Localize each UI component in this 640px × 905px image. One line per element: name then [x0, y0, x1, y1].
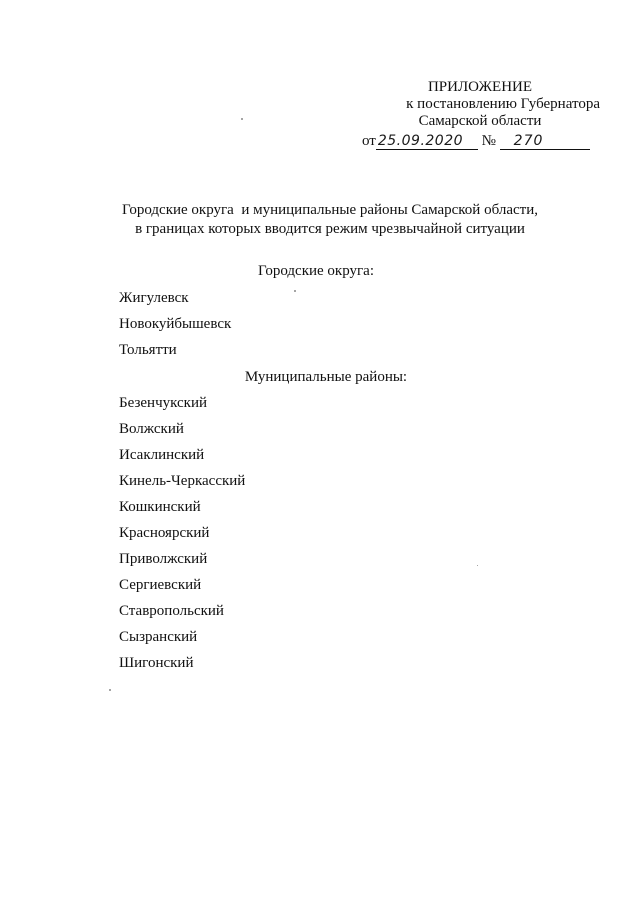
- document-title: [80, 201, 580, 239]
- list-item: Сызранский: [119, 629, 198, 645]
- list-item: Исаклинский: [119, 447, 205, 463]
- list-item: Волжский: [119, 421, 184, 437]
- section-heading-municipal-districts: Муниципальные районы:: [244, 369, 408, 385]
- scan-speck: [241, 118, 243, 120]
- title-line-1: Городские округа и муниципальные районы Самарской области,: [122, 202, 538, 218]
- handwritten-number: 270: [500, 133, 590, 150]
- region-line: Самарской области: [418, 113, 542, 129]
- appendix-label: ПРИЛОЖЕНИЕ: [427, 79, 533, 95]
- date-prefix: от: [362, 133, 376, 149]
- list-item: Тольятти: [119, 342, 177, 358]
- list-item: Сергиевский: [119, 577, 202, 593]
- list-item: Ставропольский: [119, 603, 224, 619]
- scan-speck: [294, 290, 296, 292]
- title-line-2: в границах которых вводится режим чрезвычайной ситуации: [135, 221, 525, 237]
- decree-reference-line: к постановлению Губернатора: [406, 96, 600, 112]
- handwritten-date: 25.09.2020: [376, 133, 478, 150]
- decree-date-number-row: [362, 131, 590, 151]
- list-item: Красноярский: [119, 525, 210, 541]
- municipal-districts-list: [119, 394, 245, 680]
- list-item: Кинель-Черкасский: [119, 473, 246, 489]
- list-item: Безенчукский: [119, 395, 208, 411]
- scan-speck: [477, 565, 478, 566]
- number-prefix: №: [481, 133, 496, 149]
- list-item: Кошкинский: [119, 499, 201, 515]
- scan-speck: [109, 689, 111, 691]
- list-item: Новокуйбышевск: [119, 316, 232, 332]
- section-heading-city-districts: Городские округа:: [257, 263, 374, 279]
- city-districts-list: [119, 289, 231, 367]
- list-item: Шигонский: [119, 655, 194, 671]
- list-item: Приволжский: [119, 551, 208, 567]
- list-item: Жигулевск: [119, 290, 189, 306]
